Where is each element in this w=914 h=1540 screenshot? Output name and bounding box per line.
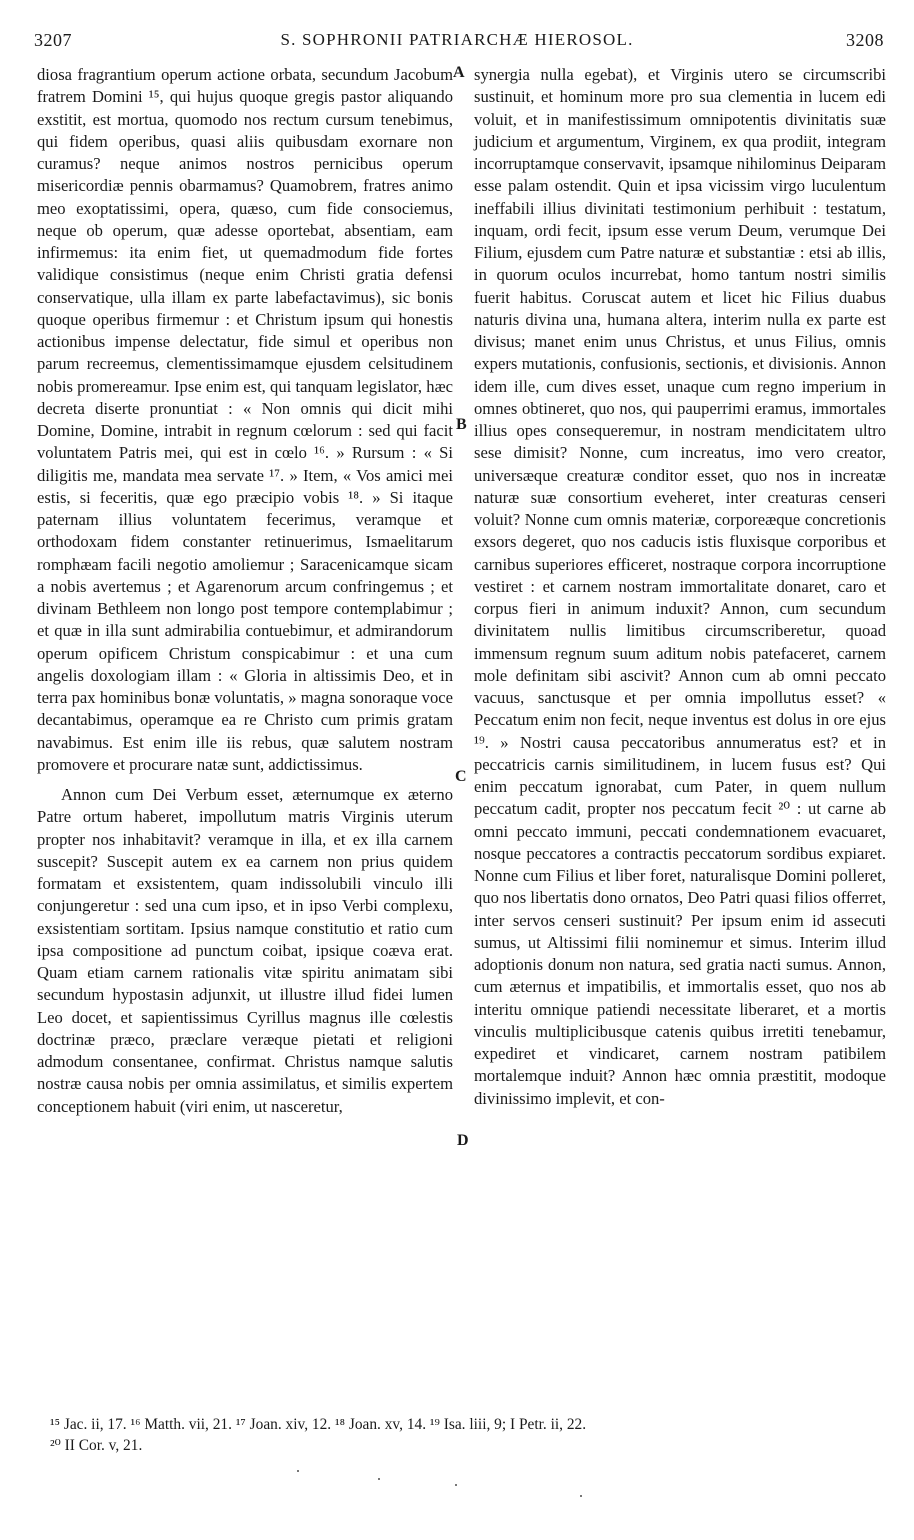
margin-marker-d: D [457, 1132, 469, 1149]
scan-speck [297, 1470, 299, 1472]
left-column-number: 3207 [34, 30, 72, 50]
right-paragraph-1: synergia nulla egebat), et Virginis utero se circumscribi sustinuit, et hominum more pro sua clementia in lucem edi voluit, et in manifestissimum omnipotentis divinitatis suæ judicium et argumentum, Virginem, ex qua prodiit, integram incorruptamque conservavit, ipsamque nihilominus Deiparam esse palam ostendit. Quin et ipsa vicissim virgo luculentum ineffabili illius divinitati testimonium perhibuit : testatum, inquam, ordi fecit, ipsum esse verum Deum, verumque Dei Filium, ejusdem cum Patre naturæ et substantiæ : etsi ab illis, in quorum oculos incurrebat, homo tantum nostri similis fuerit habitus. Coruscat autem et licet hic Filius duabus naturis divina una, humana altera, interim nulla ex parte est divisus; manet enim unus Christus, et unus Filius, omnis expers mutationis, confusionis, sectionis, et divisionis. Annon idem ille, cum dives esset, unaque cum regno imperium in omnes obtineret, quo nos, qui pauperrimi eramus, immortales illius opes consequeremur, in nostram mendicitatem ultro sese dimisit? Nonne, cum increatus, imo vero creator, universæque creaturæ conditor esset, quo nos in increatæ naturæ suæ consortium eveheret, inter creaturas censeri voluit? Nonne cum omnis materiæ, corporeæque concretionis exsors degeret, quo nos caducis istis fluxisque corporibus et carnibus superiores efficeret, nostraque corpora incorruptione vestiret : et carnem nostram immortalitate donaret, caro et corpus fieri in animum induxit? Annon, cum secundum divinitatem nullis limitibus circumscriberetur, quoad immensum regnum suum aditum nobis patefaceret, carnem mole definitam sibi ascivit? Annon cum ab omni peccato vacuus, sanctusque et per omnia impollutus esset? « Peccatum enim non fecit, neque inventus est dolus in ore ejus ¹⁹. » Nostri causa peccatoribus annumeratus est? et in peccatricis carnis similitudinem, in lucem fusus est? Qui enim peccatum ignorabat, cum Pater, in quem nullum peccatum cadit, propter nos peccatum fecit ²⁰ : ut carne ab omni peccato immuni, peccati condemnationem evacuaret, nosque peccatores a contractis peccatorum sordibus expiaret. Nonne cum Filius et liber foret, naturalisque Domini polleret, quo nos libertatis dono ornatos, Deo Patri quasi filios offerret, inter servos censeri sustinuit? Per ipsum enim id assecuti sumus, ut Altissimi filii nominemur et simus. Interim illud adoptionis donum non natura, sed gratia nacti sumus. Annon, cum æternus et impatibilis, et immortalis esset, quo nos ab interitu omnique patiendi necessitate liberaret, et a mortis vinculis multiplicibusque catenis quibus irretiti tenebamur, expediret et vindicaret, carnem nostram patibilem mortalemque induit? Annon hæc omnia præstitit, modoque divinissimo implevit, et con- [474, 65, 886, 1108]
left-paragraph-1: diosa fragrantium operum actione orbata, secundum Jacobum fratrem Domini ¹⁵, qui hujus quoque gregis pastor aliquando exstitit, est mortua, quomodo nos rectum cursum tenebimus, qui fidem operibus, quasi aliis quibusdam exornare non curamus? neque animos nostros pernicibus operum misericordiæ pennis obarmamus? Quamobrem, fratres animo meo exoptatissimi, opera, quæso, cum fide consociemus, neque ob operum, quæ adesse oportebat, absentiam, eam infirmemus: ita enim fiet, ut quemadmodum fide fortes validique consistimus (neque enim Christi gratia defensi conservatique, ulla illam ex parte labefactavimus), sic bonis quoque operibus firmemur : et Christum ipsum qui honestis actionibus impense delectatur, fide simul et operibus non parum recreemus, clementissimamque ejusdem celsitudinem nobis promereamur. Ipse enim est, qui tanquam legislator, hæc decreta diserte pronuntiat : « Non omnis qui dicit mihi Domine, Domine, intrabit in regnum cœlorum : sed qui facit voluntatem Patris mei, qui est in cœlo ¹⁶. » Rursum : « Si diligitis me, mandata mea servate ¹⁷. » Item, « Vos amici mei estis, si feceritis, quæ ego præcipio vobis ¹⁸. » Si itaque paternam illius voluntatem fecerimus, veramque et orthodoxam fidem constanter retinuerimus, Ismaelitarum romphæam facili negotio amoliemur ; Saracenicamque sicam a nobis avertemus ; et Agarenorum arcum confringemus ; et divinam Bethleem non longo post tempore contemplabimur ; et quæ in illa sunt admirabilia contuebimur, et admirandorum operum opificem Christum conspicabimur : et una cum angelis doxologiam illam : « Gloria in altissimis Deo, et in terra pax hominibus bonæ voluntatis, » magna sonoraque voce decantabimus, operamque ea re Christo cum primis gratam navabimus. Est enim ille iis rebus, quæ salutem nostram promovere et procurare natæ sunt, addictissimus. [37, 65, 453, 774]
left-text-column [37, 64, 453, 1118]
left-paragraph-2: Annon cum Dei Verbum esset, æternumque ex æterno Patre ortum haberet, impollutum matris Virginis uterum propter nos inhabitavit? veramque in illa, et ex illa carnem suscepit? Suscepit autem ex ea carnem non prius quidem formatam et exsistentem, quam indissolubili vinculo illi conjungeretur : sed una cum ipso, et in ipso Verbi complexu, exsistentiam sortitam. Ipsius namque constitutio et ratio cum ipsa compositione ad punctum coibat, ipsique coæva erat. Quam etiam carnem rationalis vitæ spiritu animatam sibi secundum hypostasin adjunxit, ut illustre illud fidei lumen Leo docet, et sapientissimus Cyrillus magnus ille cœlestis doctrinæ præco, præclare veræque pietati et religioni admodum consentanee, confirmat. Christus namque salutis nostræ causa nobis per omnia assimilatus, et similis expertem conceptionem habuit (viri enim, ut nasceretur, [37, 785, 453, 1116]
scan-speck [580, 1495, 582, 1497]
margin-marker-c: C [455, 768, 467, 785]
right-text-column [474, 64, 886, 1110]
footnote-line-1: ¹⁵ Jac. ii, 17. ¹⁶ Matth. vii, 21. ¹⁷ Joan. xiv, 12. ¹⁸ Joan. xv, 14. ¹⁹ Isa. liii, 9; I Petr. ii, 22. [50, 1416, 587, 1433]
footnote-line-2: ²⁰ II Cor. v, 21. [50, 1437, 143, 1454]
margin-marker-b: B [456, 416, 467, 433]
right-column-number: 3208 [846, 30, 884, 50]
footnotes [50, 1414, 900, 1456]
scan-speck [455, 1484, 457, 1486]
scan-speck [378, 1478, 380, 1480]
margin-marker-a: A [453, 64, 465, 81]
running-title: S. SOPHRONII PATRIARCHÆ HIEROSOL. [280, 30, 634, 49]
